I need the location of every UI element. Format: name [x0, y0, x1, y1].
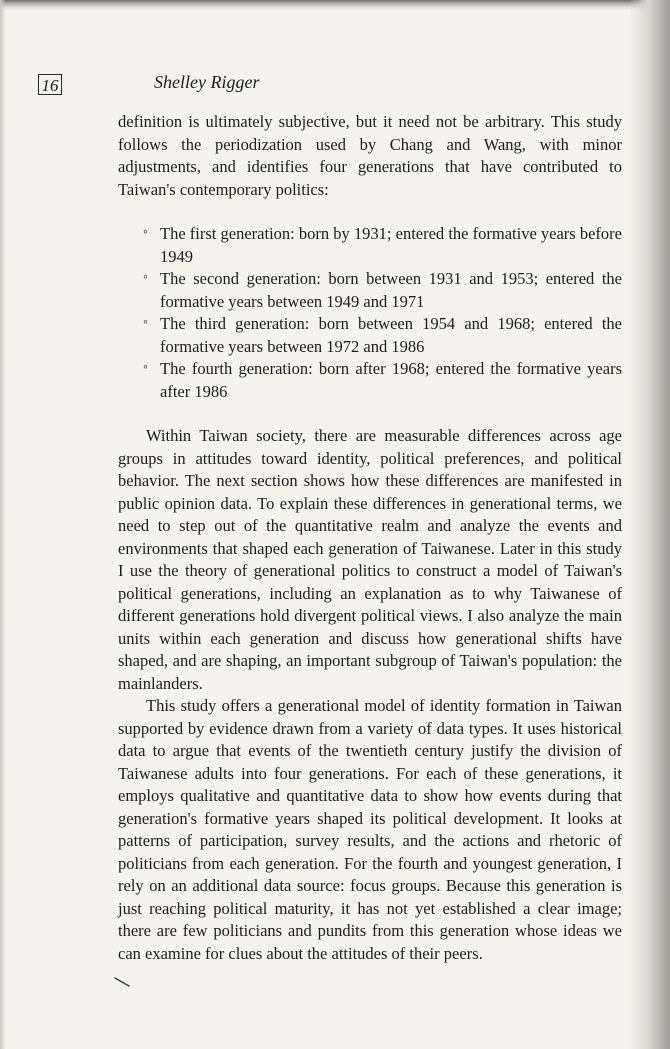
paragraph: This study offers a generational model of identity formation in Taiwan supported by evidence drawn from a variety of data types. It uses historical data to argue that events of the twentieth century justify the division of Taiwanese adults into four generations. For each of these generations, it employs qualitative and quantitative data to show how events during that generation's formative years shaped its political development. It looks at patterns of participation, survey results, and the actions and rhetoric of politicians from each generation. For the fourth and youngest generation, I rely on an additional data source: focus groups. Because this generation is just reaching political maturity, it has not yet established a clear image; there are few politicians and pundits from this generation whose ideas we can examine for clues about the attitudes of their peers. — [118, 696, 622, 963]
page-left-edge — [0, 0, 6, 1049]
paragraph: Within Taiwan society, there are measurable differences across age groups in attitudes toward identity, political preferences, and political behavior. The next section shows how these differences are manifested in public opinion data. To explain these differences in generational terms, we need to step out of the quantitative realm and analyze the events and environments that shaped each generation of Taiwanese. Later in this study I use the theory of generational politics to construct a model of Taiwan's political generations, including an explanation as to why Taiwanese of different generations hold divergent political views. I also analyze the main units within each generation and discuss how generational shifts have shaped, and are shaping, an important subgroup of Taiwan's population: the mainlanders. — [118, 426, 622, 693]
body-text — [118, 111, 622, 965]
list-item-text: The fourth generation: born after 1968; entered the formative years after 1986 — [160, 359, 622, 401]
running-head: Shelley Rigger — [154, 72, 260, 92]
page-number: 16 — [38, 74, 62, 95]
list-item-text: The second generation: born between 1931 and 1953; entered the formative years between 1949 and 1971 — [160, 269, 622, 311]
list-item-text: The third generation: born between 1954 and 1968; entered the formative years between 1972 and 1986 — [160, 314, 622, 356]
intro-paragraph: definition is ultimately subjective, but it need not be arbitrary. This study follows the periodization used by Chang and Wang, with minor adjustments, and identifies four generations that have contributed to Taiwan's contemporary politics: — [118, 112, 622, 199]
bullet-icon: ◦ — [143, 225, 148, 240]
bullet-icon: ◦ — [143, 270, 148, 285]
list-item-text: The first generation: born by 1931; entered the formative years before 1949 — [160, 224, 622, 266]
bullet-icon: ◦ — [143, 315, 148, 330]
list-item — [143, 268, 622, 313]
list-item — [143, 358, 622, 403]
bullet-icon: ◦ — [143, 360, 148, 375]
pen-mark-icon — [114, 976, 132, 988]
generations-list — [118, 223, 622, 403]
page-binding-shadow — [630, 0, 670, 1049]
page-top-shadow — [0, 0, 670, 10]
list-item — [143, 313, 622, 358]
list-item — [143, 223, 622, 268]
